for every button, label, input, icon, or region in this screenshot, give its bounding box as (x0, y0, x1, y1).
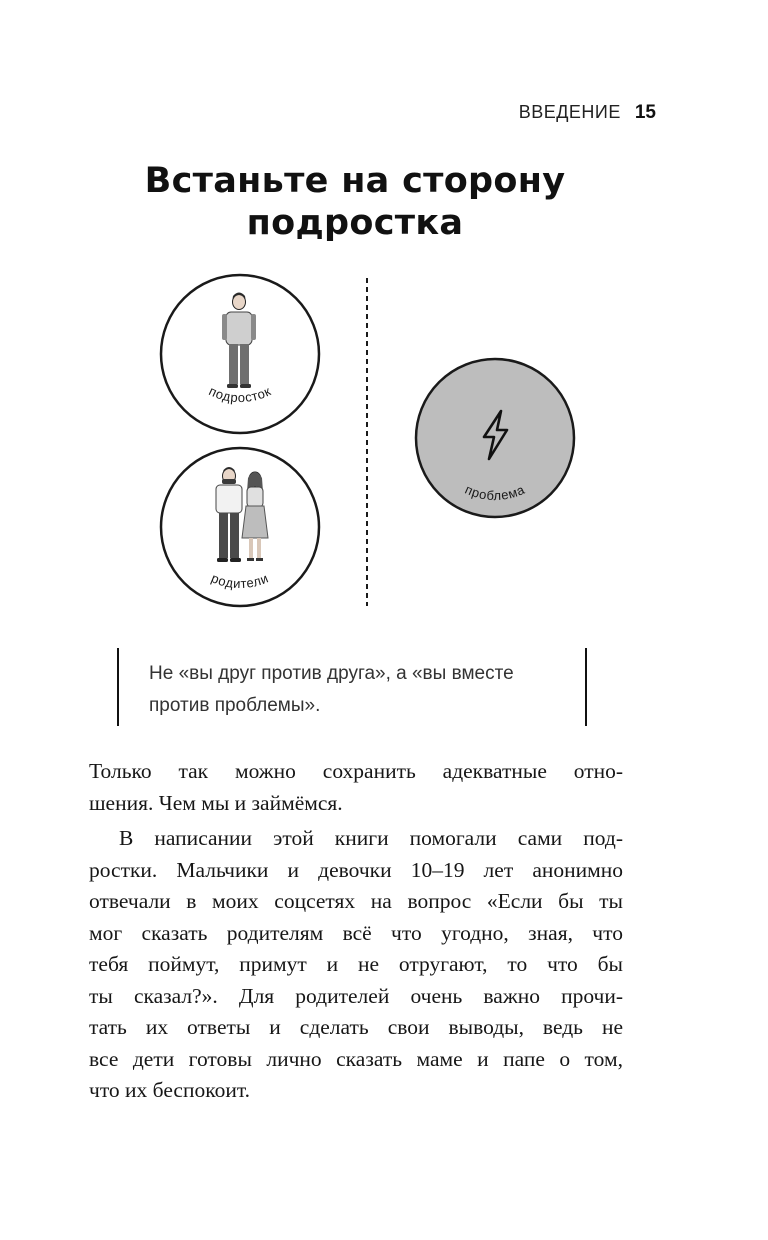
parents-label: родители (209, 570, 271, 592)
paragraph-2-line: что их беспокоит. (89, 1078, 250, 1102)
title-line-2: подростка (246, 203, 464, 243)
paragraph-2-line: мог сказать родителям всё что угодно, зная, что (89, 920, 623, 945)
body-text (89, 756, 623, 1107)
teen-label: подросток (206, 383, 274, 406)
paragraph-2-line: В написании этой книги помогали сами под- (119, 826, 623, 850)
problem-label: проблема (462, 481, 528, 504)
running-head (519, 102, 656, 124)
diagram (0, 270, 768, 620)
teen-circle (161, 275, 319, 433)
paragraph-2-line: ты сказал?». Для родителей очень важно прочи- (89, 983, 623, 1008)
paragraph-2-line: тать их ответы и сделать свои выводы, ведь не (89, 1015, 623, 1039)
section-name: ВВЕДЕНИЕ (518, 102, 621, 122)
pull-quote (117, 648, 587, 726)
problem-circle (416, 359, 574, 517)
page-number: 15 (634, 102, 656, 123)
chapter-title (0, 160, 710, 244)
paragraph-1-line: шения. Чем мы и займёмся. (89, 790, 343, 815)
parents-circle (161, 448, 319, 606)
paragraph-2-line: отвечали в моих соцсетях на вопрос «Если бы ты (89, 889, 623, 913)
paragraph-2-line: все дети готовы лично сказать маме и папе о том, (89, 1046, 623, 1071)
quote-line: против проблемы». (149, 695, 321, 716)
paragraph-1-line: Только так можно сохранить адекватные отно- (89, 759, 623, 783)
paragraph-2-line: тебя поймут, примут и не отругают, то что бы (89, 952, 623, 976)
title-line-1: Встаньте на сторону (144, 161, 566, 201)
quote-line: Не «вы друг против друга», а «вы вместе (149, 663, 514, 684)
paragraph-2-line: ростки. Мальчики и девочки 10–19 лет анонимно (89, 857, 623, 882)
